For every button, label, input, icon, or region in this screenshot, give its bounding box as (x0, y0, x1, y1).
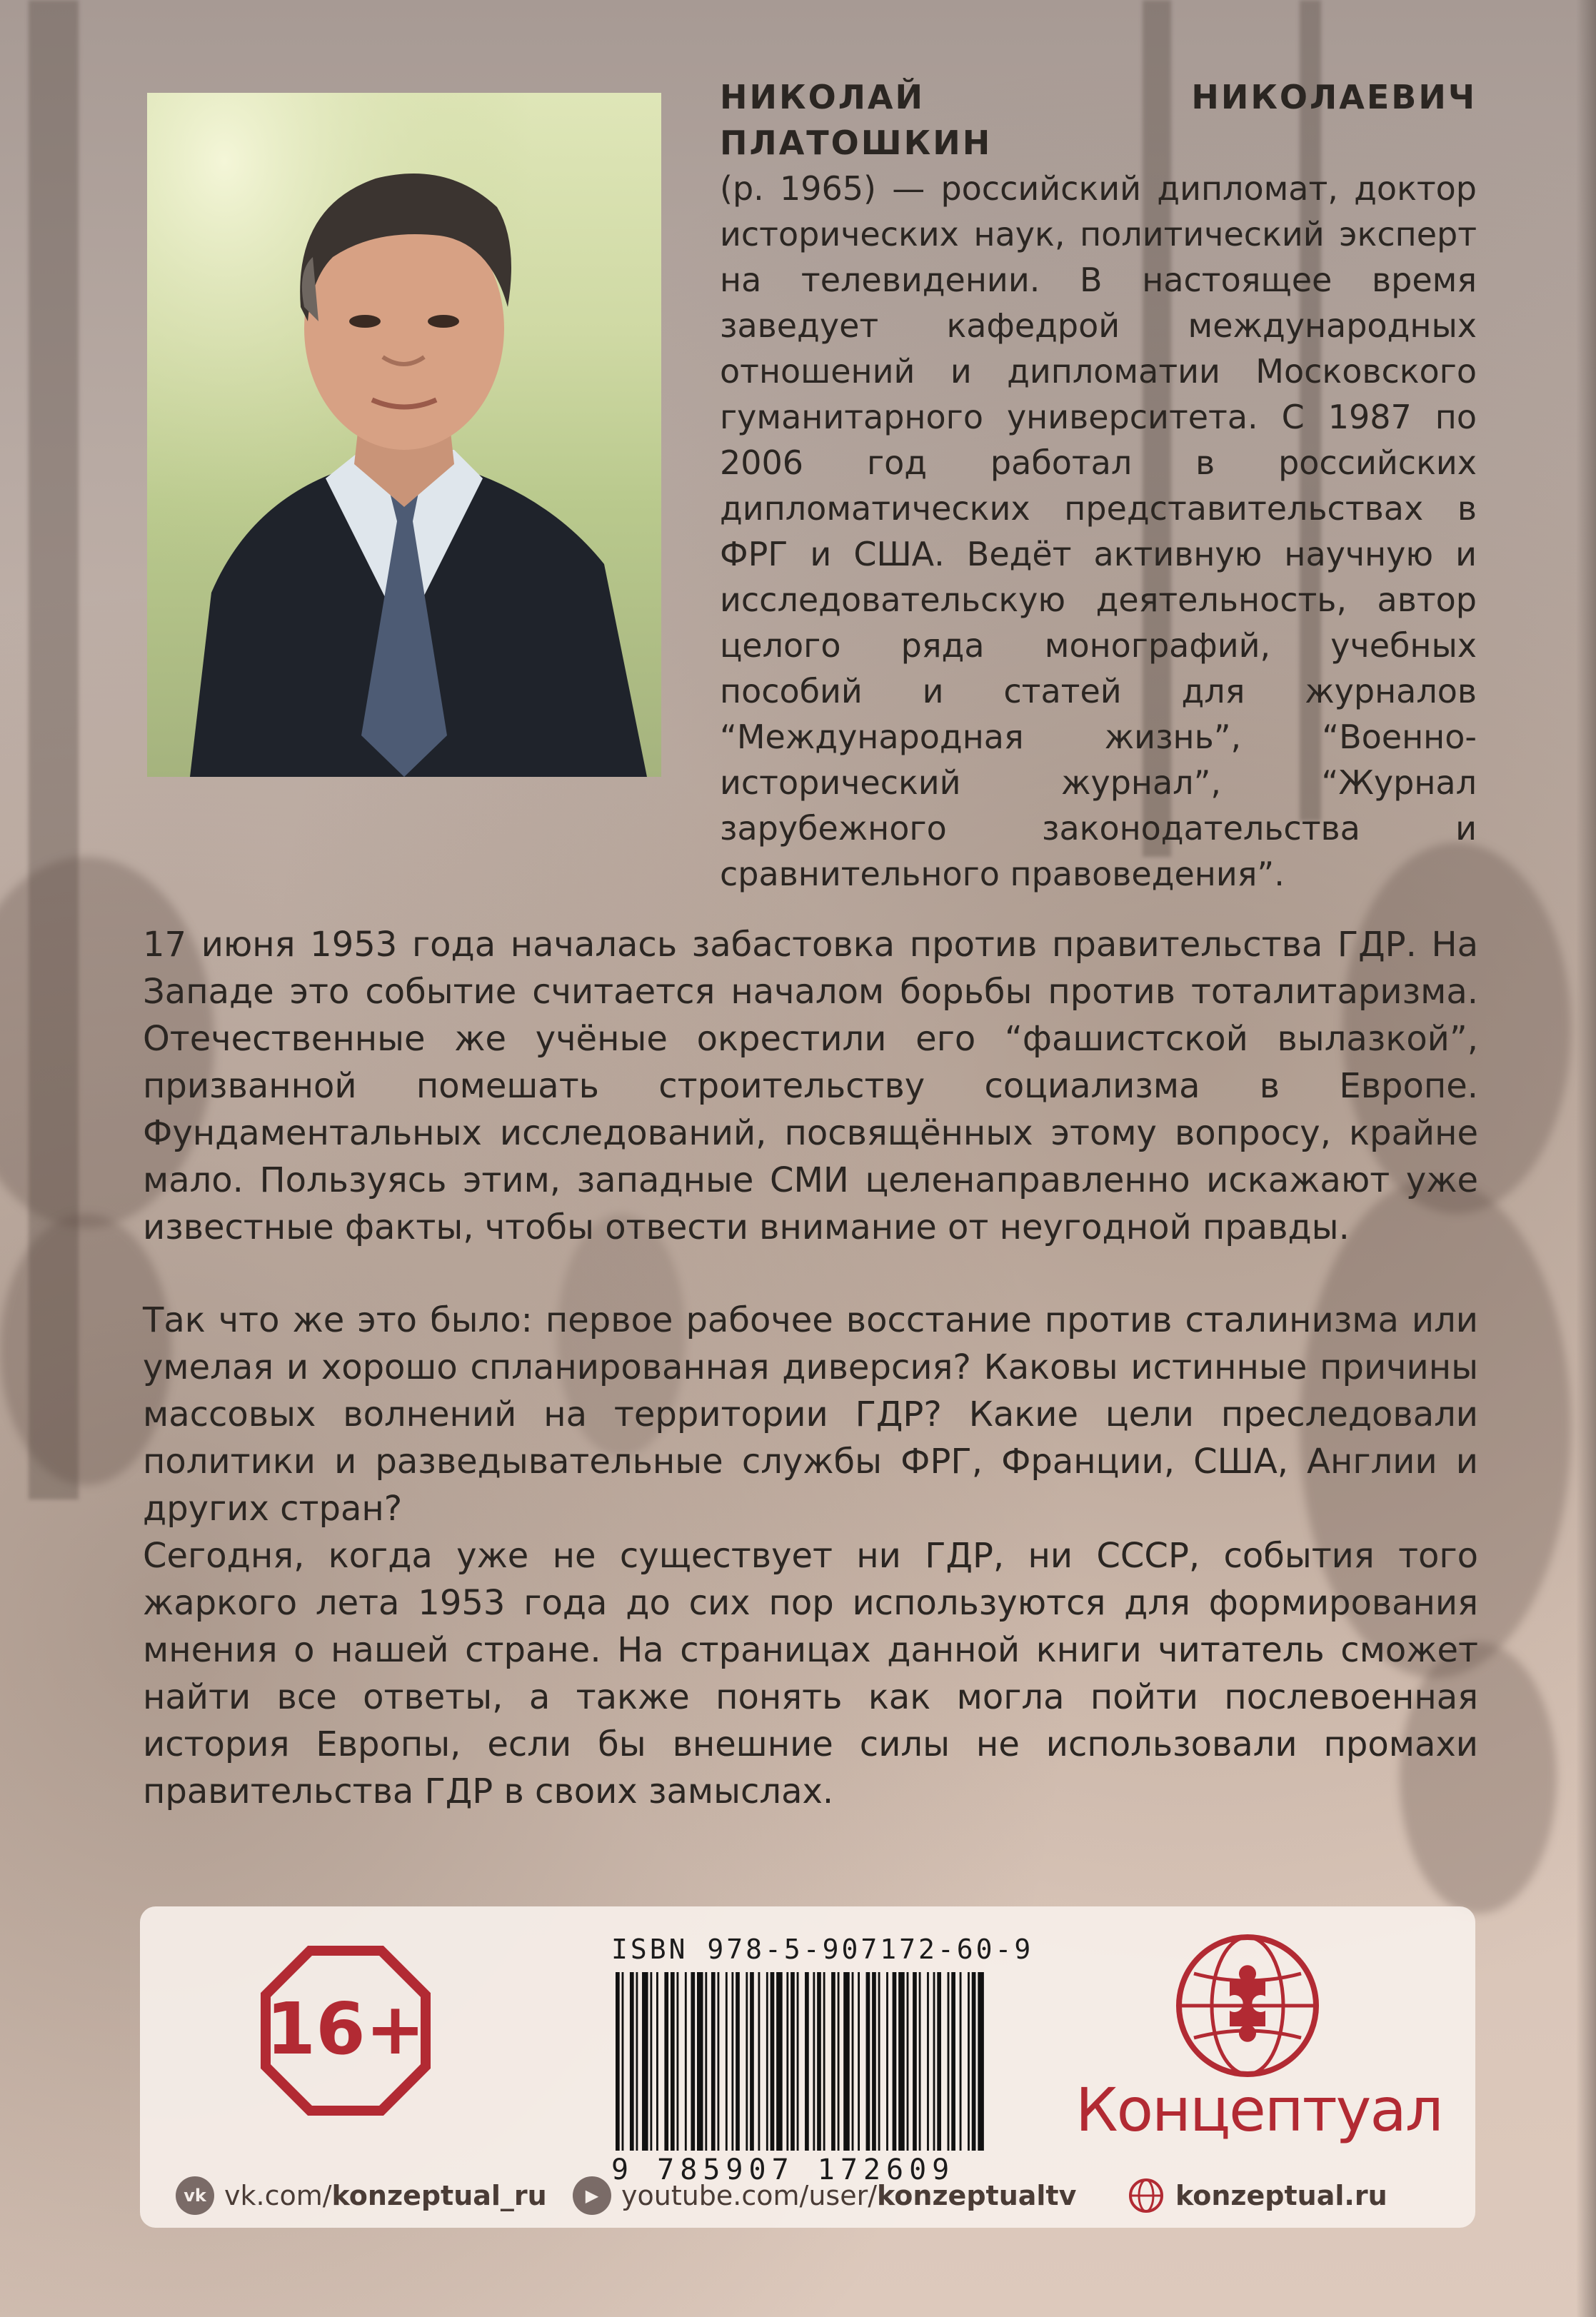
barcode-bar (838, 1972, 840, 2151)
barcode-bar (852, 1972, 854, 2151)
description-paragraph-2: Так что же это было: первое рабочее восстание против сталинизма или умелая и хорошо спланированная диверсия? Каковы истинные причины массовых волнений на территории ГДР? Какие цели преследовали политики и разведывательные службы ФРГ, Франции, США, Англии и других стран? (143, 1300, 1478, 1529)
barcode-bar (878, 1972, 880, 2151)
barcode-bar (937, 1972, 941, 2151)
vk-prefix: vk.com/ (224, 2180, 332, 2211)
site-url: konzeptual.ru (1175, 2180, 1387, 2211)
publisher-name: Концептуал (1075, 2075, 1442, 2145)
barcode-bar (960, 1972, 962, 2151)
barcode-bar (685, 1972, 687, 2151)
youtube-prefix: youtube.com/user/ (621, 2180, 878, 2211)
barcode-bar (823, 1972, 825, 2151)
youtube-handle: konzeptualtv (877, 2180, 1077, 2211)
vk-link[interactable] (176, 2176, 547, 2215)
barcode-bar (978, 1972, 984, 2151)
barcode-bar (622, 1972, 624, 2151)
vk-icon: vk (176, 2176, 214, 2215)
site-link[interactable] (1127, 2176, 1387, 2215)
barcode-bar (758, 1972, 761, 2151)
barcode-bar (776, 1972, 783, 2151)
age-rating-badge (260, 1945, 431, 2116)
youtube-icon: ▶ (573, 2176, 611, 2215)
barcode-bar (831, 1972, 835, 2151)
ean-digits: 9 785907 172609 (611, 2153, 955, 2186)
barcode-bar (671, 1972, 675, 2151)
age-rating-text: 16+ (266, 1987, 426, 2071)
cover-edge (1576, 0, 1596, 2317)
barcode-bar (656, 1972, 658, 2151)
barcode-bar (843, 1972, 850, 2151)
barcode-bar (718, 1972, 720, 2151)
barcode-bar (677, 1972, 679, 2151)
barcode-bar (705, 1972, 707, 2151)
barcode-bar (951, 1972, 955, 2151)
barcode-bar (731, 1972, 733, 2151)
barcode-bar (664, 1972, 668, 2151)
barcode-bar (893, 1972, 897, 2151)
barcode-bar (650, 1972, 652, 2151)
barcode-bar (968, 1972, 970, 2151)
barcode-bar (866, 1972, 870, 2151)
barcode-bar (616, 1972, 620, 2151)
barcode-bar (813, 1972, 815, 2151)
barcode-bar (791, 1972, 795, 2151)
barcode-bar (711, 1972, 716, 2151)
barcode-bar (697, 1972, 703, 2151)
barcode-bar (642, 1972, 648, 2151)
barcode-bar (817, 1972, 821, 2151)
barcode-bar (927, 1972, 929, 2151)
barcode-bar (636, 1972, 638, 2151)
author-bio (720, 74, 1477, 897)
barcode-bar (972, 1972, 976, 2151)
barcode-bar (736, 1972, 740, 2151)
barcode-bar (872, 1972, 876, 2151)
barcode-bar (948, 1972, 950, 2151)
barcode-bar (750, 1972, 754, 2151)
barcode-bar (933, 1972, 935, 2151)
barcode-bar (913, 1972, 917, 2151)
author-bio-text: (р. 1965) — российский дипломат, доктор исторических наук, политический эксперт на телевидении. В настоящее время заведует кафедрой международных отношений и дипломатии Московского гуманитарного университета. С 1987 по 2006 год работал в российских дипломатических представительствах в ФРГ и США. Ведёт активную научную и исследовательскую деятельность, автор целого ряда монографий, учебных пособий и статей для журналов “Международная жизнь”, “Военно-исторический журнал”, “Журнал зарубежного законодательства и сравнительного правоведения”. (720, 169, 1477, 893)
barcode-bar (786, 1972, 788, 2151)
barcode (611, 1972, 990, 2151)
barcode-bar (766, 1972, 768, 2151)
barcode-bar (919, 1972, 921, 2151)
author-photo (147, 93, 661, 777)
barcode-bar (805, 1972, 809, 2151)
barcode-bar (886, 1972, 888, 2151)
vk-handle: konzeptual_ru (331, 2180, 547, 2211)
description-paragraph-1: 17 июня 1953 года началась забастовка против правительства ГДР. На Западе это событие считается началом борьбы против тоталитаризма. Отечественные же учёные окрестили его “фашистской вылазкой”, призванной помешать строительству социализма в Европе. Фундаментальных исследований, посвящённых этому вопросу, крайне мало. Пользуясь этим, западные СМИ целенаправленно искажают уже известные факты, чтобы отвести внимание от неугодной правды. (143, 925, 1478, 1247)
barcode-bar (898, 1972, 905, 2151)
author-name: НИКОЛАЙ НИКОЛАЕВИЧ ПЛАТОШКИН (720, 78, 1477, 162)
barcode-bar (726, 1972, 728, 2151)
description-paragraph-3: Сегодня, когда уже не существует ни ГДР, ни СССР, события того жаркого лета 1953 года до сих пор используются для формирования мнения о нашей стране. На страницах данной книги читатель сможет найти все ответы, а также понять как могла пойти послевоенная история Европы, если бы внешние силы не использовали промахи правительства ГДР в своих замыслах. (143, 1536, 1478, 1811)
youtube-link[interactable] (573, 2176, 1076, 2215)
barcode-bar (630, 1972, 634, 2151)
isbn-label: ISBN 978-5-907172-60-9 (611, 1934, 1034, 1965)
barcode-bar (797, 1972, 799, 2151)
barcode-bar (771, 1972, 775, 2151)
barcode-bar (691, 1972, 695, 2151)
info-panel (140, 1906, 1475, 2228)
barcode-bar (746, 1972, 748, 2151)
barcode-bar (858, 1972, 860, 2151)
globe-icon (1127, 2176, 1165, 2215)
puzzle-globe-icon (1173, 1931, 1323, 2081)
barcode-bar (907, 1972, 909, 2151)
